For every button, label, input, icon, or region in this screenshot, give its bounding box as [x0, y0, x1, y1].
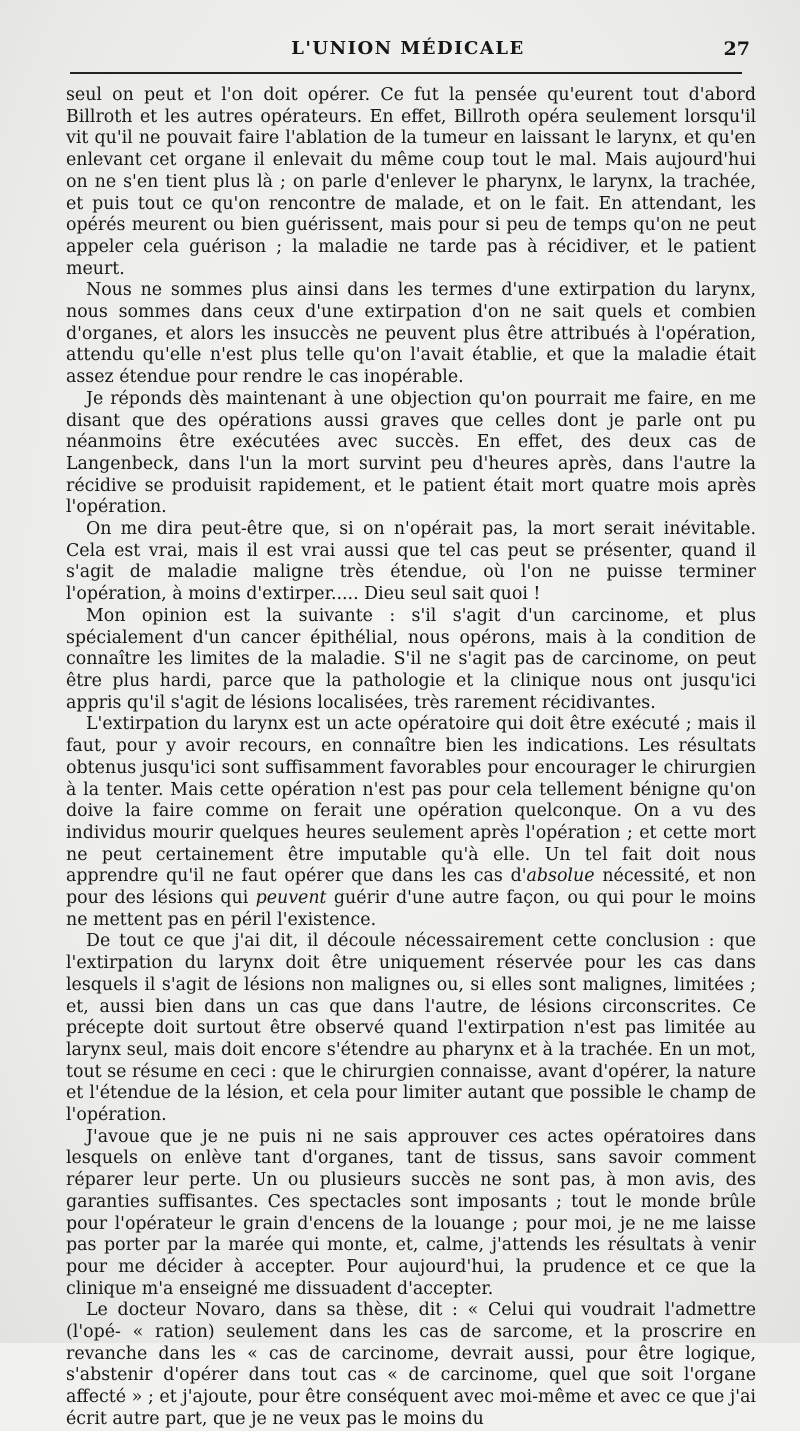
paragraph-8: J'avoue que je ne puis ni ne sais approuver ces actes opératoires dans lesquels on enlève tant d'organes, tant de tissus, sans savoir comment réparer leur perte. Un ou plusieurs succès ne sont pas, à mon avis, des garanties suffisantes. Ces spectacles sont imposants ; tout le monde brûle pour l'opérateur le grain d'encens de la louange ; pour moi, je ne me laisse pas porter par la marée qui monte, et, calme, j'attends les résultats à venir pour me décider à accepter. Pour aujourd'hui, la prudence et ce que la clinique m'a enseigné me dissuadent d'accepter.	[66, 1126, 756, 1299]
paragraph-6-text-b: nécessité, et non pour des lésions qui	[66, 866, 756, 909]
paragraph-2: Nous ne sommes plus ainsi dans les termes d'une extirpation du larynx, nous sommes dans ceux d'une extirpation d'on ne sait quels et combien d'organes, et alors les insuccès ne peuvent plus être attribués à l'opération, attendu qu'elle n'est plus telle qu'on l'avait établie, et que la maladie était assez étendue pour rendre le cas inopérable.	[66, 280, 756, 388]
running-title: L'UNION MÉDICALE	[291, 38, 525, 59]
paragraph-5: Mon opinion est la suivante : s'il s'agit d'un carcinome, et plus spécialement d'un cancer épithélial, nous opérons, mais à la condition de connaître les limites de la maladie. S'il ne s'agit pas de carcinome, on peut être plus hardi, parce que la pathologie et la clinique nous ont jusqu'ici appris qu'il s'agit de lésions localisées, très rarement récidivantes.	[66, 605, 756, 713]
page-header	[66, 34, 750, 64]
paragraph-4: On me dira peut-être que, si on n'opérait pas, la mort serait inévitable. Cela est vrai, mais il est vrai aussi que tel cas peut se présenter, quand il s'agit de maladie maligne très étendue, où l'on ne puisse terminer l'opération, à moins d'extirper..... Dieu seul sait quoi !	[66, 519, 756, 605]
page-number: 27	[723, 38, 750, 60]
paragraph-3: Je réponds dès maintenant à une objection qu'on pourrait me faire, en me disant que des opérations aussi graves que celles dont je parle ont pu néanmoins être exécutées avec succès. En effet, des deux cas de Langenbeck, dans l'un la mort survint peu d'heures après, dans l'autre la récidive se produisit rapidement, et le patient était mort quatre mois après l'opération.	[66, 388, 756, 518]
paragraph-6	[66, 714, 756, 931]
paragraph-9: Le docteur Novaro, dans sa thèse, dit : « Celui qui voudrait l'admettre (l'opé- « ration) seulement dans les cas de sarcome, et la proscrire en revanche dans les « cas de carcinome, devrait aussi, pour être logique, s'abstenir d'opérer dans tout cas « de carcinome, quel que soit l'organe affecté » ; et j'ajoute, pour être conséquent avec moi-même et avec ce que j'ai écrit autre part, que je ne veux pas le moins du	[66, 1300, 756, 1429]
paragraph-1: seul on peut et l'on doit opérer. Ce fut la pensée qu'eurent tout d'abord Billroth et les autres opérateurs. En effet, Billroth opéra seulement lorsqu'il vit qu'il ne pouvait faire l'ablation de la tumeur en laissant le larynx, et qu'en enlevant cet organe il enlevait du même coup tout le mal. Mais aujourd'hui on ne s'en tient plus là ; on parle d'enlever le pharynx, le larynx, la trachée, et puis tout ce qu'on rencontre de malade, et on le fait. En attendant, les opérés meurent ou bien guérissent, mais pour si peu de temps qu'on ne peut appeler cela guérison ; la maladie ne tarde pas à récidiver, et le patient meurt.	[66, 85, 756, 279]
paragraph-7: De tout ce que j'ai dit, il découle nécessairement cette conclusion : que l'extirpation du larynx doit être uniquement réservée pour les cas dans lesquels il s'agit de lésions non malignes ou, si elles sont malignes, limitées ; et, aussi bien dans un cas que dans l'autre, de lésions circonscrites. Ce précepte doit surtout être observé quand l'extirpation n'est pas limitée au larynx seul, mais doit encore s'étendre au pharynx et à la trachée. En un mot, tout se résume en ceci : que le chirurgien connaisse, avant d'opérer, la nature et l'étendue de la lésion, et cela pour limiter autant que possible le champ de l'opération.	[66, 931, 756, 1126]
paragraph-6-text-a: L'extirpation du larynx est un acte opératoire qui doit être exécuté ; mais il faut, pour y avoir recours, en connaître bien les indications. Les résultats obtenus jusqu'ici sont suffisamment favorables pour encourager le chirurgien à la tenter. Mais cette opération n'est pas pour cela tellement bénigne qu'on doive la faire comme on ferait une opération quelconque. On a vu des individus mourir quelques heures seulement après l'opération ; et cette mort ne peut certainement être imputable qu'à elle. Un tel fait doit nous apprendre qu'il ne faut opérer que dans les cas d'	[66, 714, 756, 887]
italic-absolue: absolue	[526, 866, 595, 887]
paragraph-6-text-c: guérir d'une autre façon, ou qui pour le moins ne mettent pas en péril l'existence.	[66, 888, 756, 930]
header-rule	[70, 72, 742, 74]
body-text	[66, 85, 756, 1431]
italic-peuvent: peuvent	[255, 888, 327, 909]
